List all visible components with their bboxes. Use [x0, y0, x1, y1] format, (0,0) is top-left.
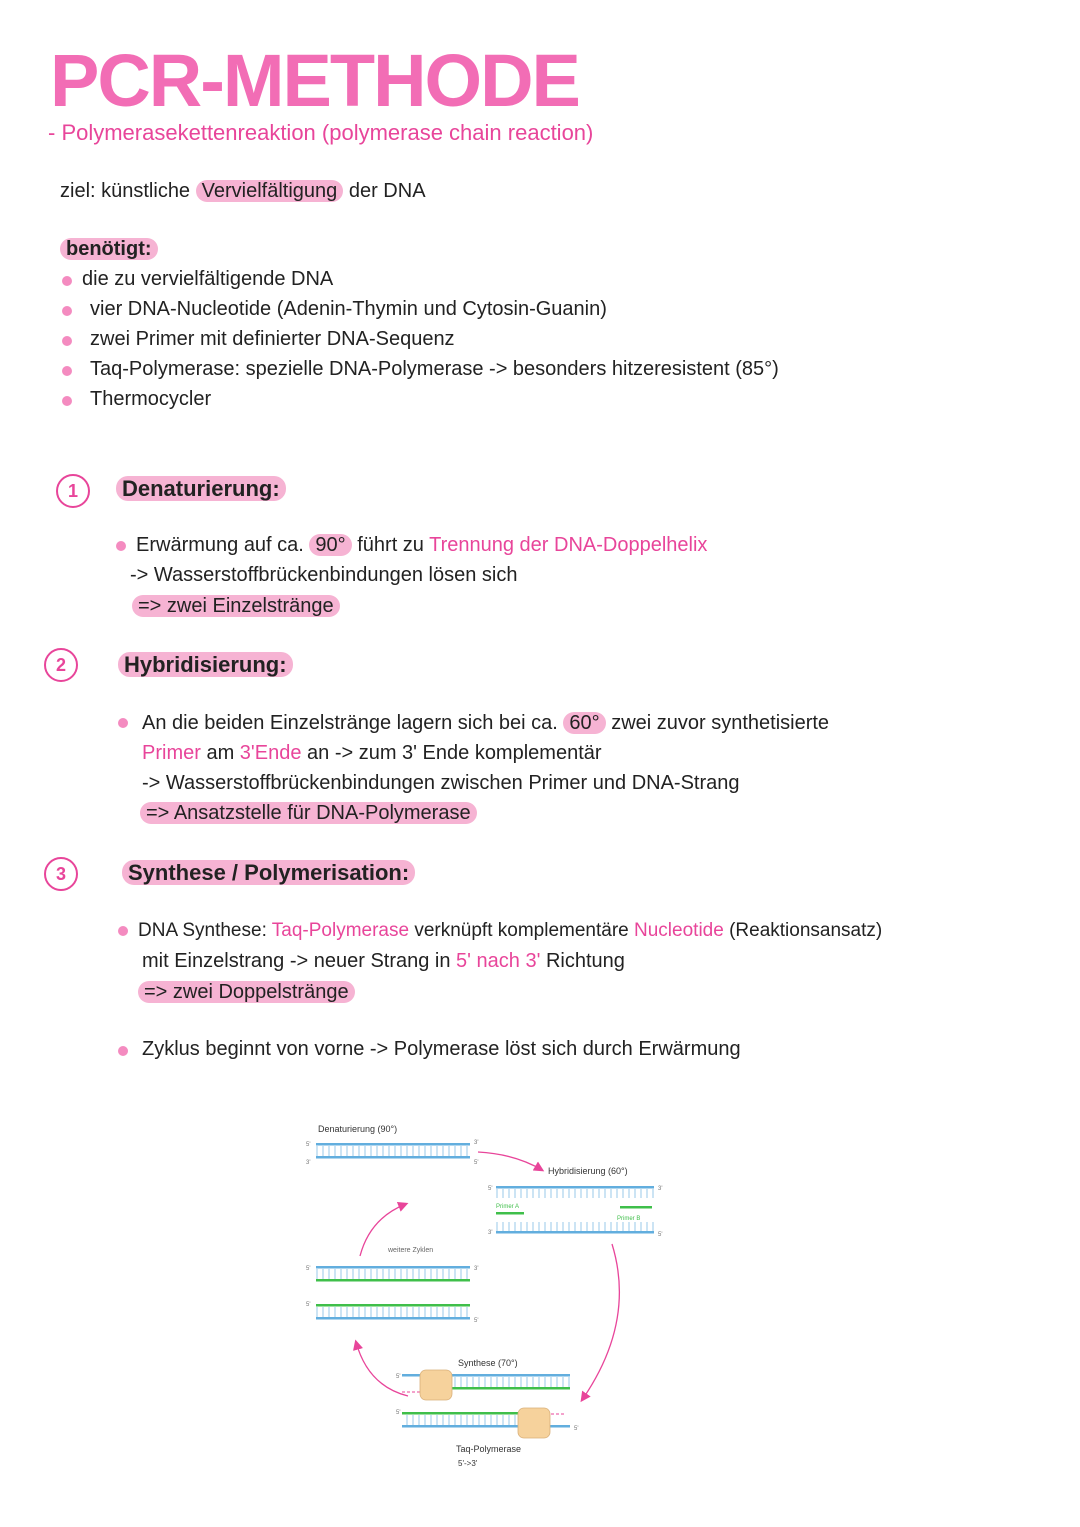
arrow-hybridisierung-to-synthese: [582, 1244, 619, 1400]
bullet-icon: [116, 541, 126, 551]
end-label: 3': [306, 1160, 311, 1166]
dna-strand: [316, 1317, 470, 1320]
bullet-icon: [62, 366, 72, 376]
step2-line-c: -> Wasserstoffbrückenbindungen zwischen Primer und DNA-Strang: [142, 772, 740, 794]
dna-rungs: [448, 1377, 570, 1387]
label-hybridisierung: Hybridisierung (60°): [548, 1166, 628, 1176]
step2-line-d: [140, 802, 477, 825]
goal-line: [60, 180, 426, 203]
label-cycles: weitere Zyklen: [388, 1247, 434, 1254]
primer-b: [620, 1206, 652, 1209]
step-title-text: Denaturierung:: [116, 476, 286, 501]
dna-strand: [496, 1231, 654, 1234]
dna-strand: [316, 1143, 470, 1146]
step1-line-b: -> Wasserstoffbrückenbindungen lösen sich: [130, 564, 518, 586]
step2-line-b: [142, 742, 602, 765]
bullet-icon: [62, 396, 72, 406]
dna-strand: [496, 1186, 654, 1189]
step3-line-c: [138, 981, 355, 1004]
bullet-icon: [118, 718, 128, 728]
step3-line-d: Zyklus beginnt von vorne -> Polymerase löst sich durch Erwärmung: [142, 1038, 741, 1060]
end-label: 5': [474, 1160, 479, 1166]
label-primer-b: Primer B: [617, 1216, 641, 1222]
temp-highlight: 90°: [309, 534, 351, 556]
dna-rungs: [316, 1307, 470, 1317]
end-label: 3': [474, 1266, 479, 1272]
text: DNA Synthese:: [138, 920, 272, 941]
end-label: 5': [396, 1410, 401, 1416]
bullet-icon: [118, 926, 128, 936]
pink-text: 5' nach 3': [456, 950, 541, 972]
new-dna-strand: [316, 1304, 470, 1307]
text: verknüpft komplementäre: [409, 920, 635, 941]
step-number-3: 3: [44, 857, 78, 891]
result-highlight: => Ansatzstelle für DNA-Polymerase: [140, 802, 477, 824]
taq-polymerase-shape: [420, 1370, 452, 1400]
needed-heading-text: benötigt:: [60, 238, 158, 260]
result-highlight: => zwei Doppelstränge: [138, 981, 355, 1003]
step3-line-b: [142, 950, 625, 973]
dna-rungs: [316, 1146, 470, 1156]
dna-strand: [316, 1266, 470, 1269]
goal-highlight: Vervielfältigung: [196, 180, 344, 202]
text: (Reaktionsansatz): [723, 920, 883, 941]
end-label: 5': [306, 1302, 311, 1308]
needed-item: Taq-Polymerase: spezielle DNA-Polymerase -> besonders hitzeresistent (85°): [90, 358, 779, 380]
text: Erwärmung auf ca.: [136, 534, 310, 556]
text: an -> zum 3' Ende komplementär: [301, 742, 602, 764]
end-label: 5': [474, 1318, 479, 1324]
pink-text: 3'Ende: [239, 742, 302, 764]
pcr-cycle-diagram: [290, 1110, 710, 1480]
step-title-text: Synthese / Polymerisation:: [122, 860, 415, 885]
end-label: 5': [658, 1232, 663, 1238]
end-label: 3': [658, 1186, 663, 1192]
end-label: 3': [488, 1230, 493, 1236]
text: zwei zuvor synthetisierte: [605, 712, 830, 734]
arrow-to-hybridisierung: [478, 1152, 542, 1170]
text: führt zu: [351, 534, 430, 556]
bullet-icon: [62, 306, 72, 316]
needed-item: die zu vervielfältigende DNA: [82, 268, 334, 290]
step-title-synthese: [122, 860, 415, 886]
dna-rungs: [402, 1415, 524, 1425]
dna-rungs: [496, 1189, 654, 1198]
end-label: 5': [396, 1374, 401, 1380]
dna-rungs: [496, 1222, 654, 1231]
end-label: 5': [488, 1186, 493, 1192]
step-title-text: Hybridisierung:: [118, 652, 293, 677]
page-subtitle: - Polymerasekettenreaktion (polymerase chain reaction): [48, 120, 594, 145]
dna-strand: [316, 1156, 470, 1159]
end-label: 3': [474, 1140, 479, 1146]
dna-rungs: [316, 1269, 470, 1279]
temp-highlight: 60°: [563, 712, 605, 734]
pink-text: Trennung der DNA-Doppelhelix: [429, 534, 708, 556]
step2-line-a: [142, 712, 829, 735]
goal-prefix: ziel: künstliche: [60, 180, 196, 202]
label-direction: 5'->3': [458, 1459, 478, 1468]
end-label: 5': [306, 1142, 311, 1148]
new-dna-strand: [316, 1279, 470, 1282]
needed-item: zwei Primer mit definierter DNA-Sequenz: [90, 328, 455, 350]
arrow-synthese-to-result: [356, 1342, 408, 1396]
primer-a: [496, 1212, 524, 1215]
step-title-hybridisierung: [118, 652, 293, 678]
taq-polymerase-shape: [518, 1408, 550, 1438]
bullet-icon: [62, 276, 72, 286]
new-dna-strand: [448, 1387, 570, 1390]
label-denaturierung: Denaturierung (90°): [318, 1124, 398, 1134]
step-number-2: 2: [44, 648, 78, 682]
step-title-denaturierung: [116, 476, 286, 502]
step1-line-a: [136, 534, 707, 557]
goal-suffix: der DNA: [343, 180, 426, 202]
bullet-icon: [118, 1046, 128, 1056]
end-label: 5': [306, 1266, 311, 1272]
page-title: PCR-METHODE: [50, 39, 579, 122]
end-label: 5': [574, 1426, 579, 1432]
needed-item: Thermocycler: [90, 388, 212, 410]
text: Richtung: [540, 950, 625, 972]
pink-text: Primer: [142, 742, 201, 764]
needed-item: vier DNA-Nucleotide (Adenin-Thymin und Cytosin-Guanin): [90, 298, 607, 320]
step-number-1: 1: [56, 474, 90, 508]
label-primer-a: Primer A: [496, 1204, 520, 1210]
label-synthese: Synthese (70°): [458, 1358, 518, 1368]
new-dna-strand: [402, 1412, 524, 1415]
pink-text: Taq-Polymerase: [271, 920, 410, 941]
text: am: [200, 742, 240, 764]
pink-text: Nucleotide: [634, 920, 724, 941]
bullet-icon: [62, 336, 72, 346]
step3-line-a: [138, 920, 882, 942]
text: An die beiden Einzelstränge lagern sich bei ca.: [142, 712, 564, 734]
text: mit Einzelstrang -> neuer Strang in: [142, 950, 457, 972]
label-taq-polymerase: Taq-Polymerase: [456, 1444, 522, 1454]
needed-heading: [60, 238, 158, 261]
result-highlight: => zwei Einzelstränge: [132, 595, 340, 617]
step1-line-c: [132, 595, 340, 618]
